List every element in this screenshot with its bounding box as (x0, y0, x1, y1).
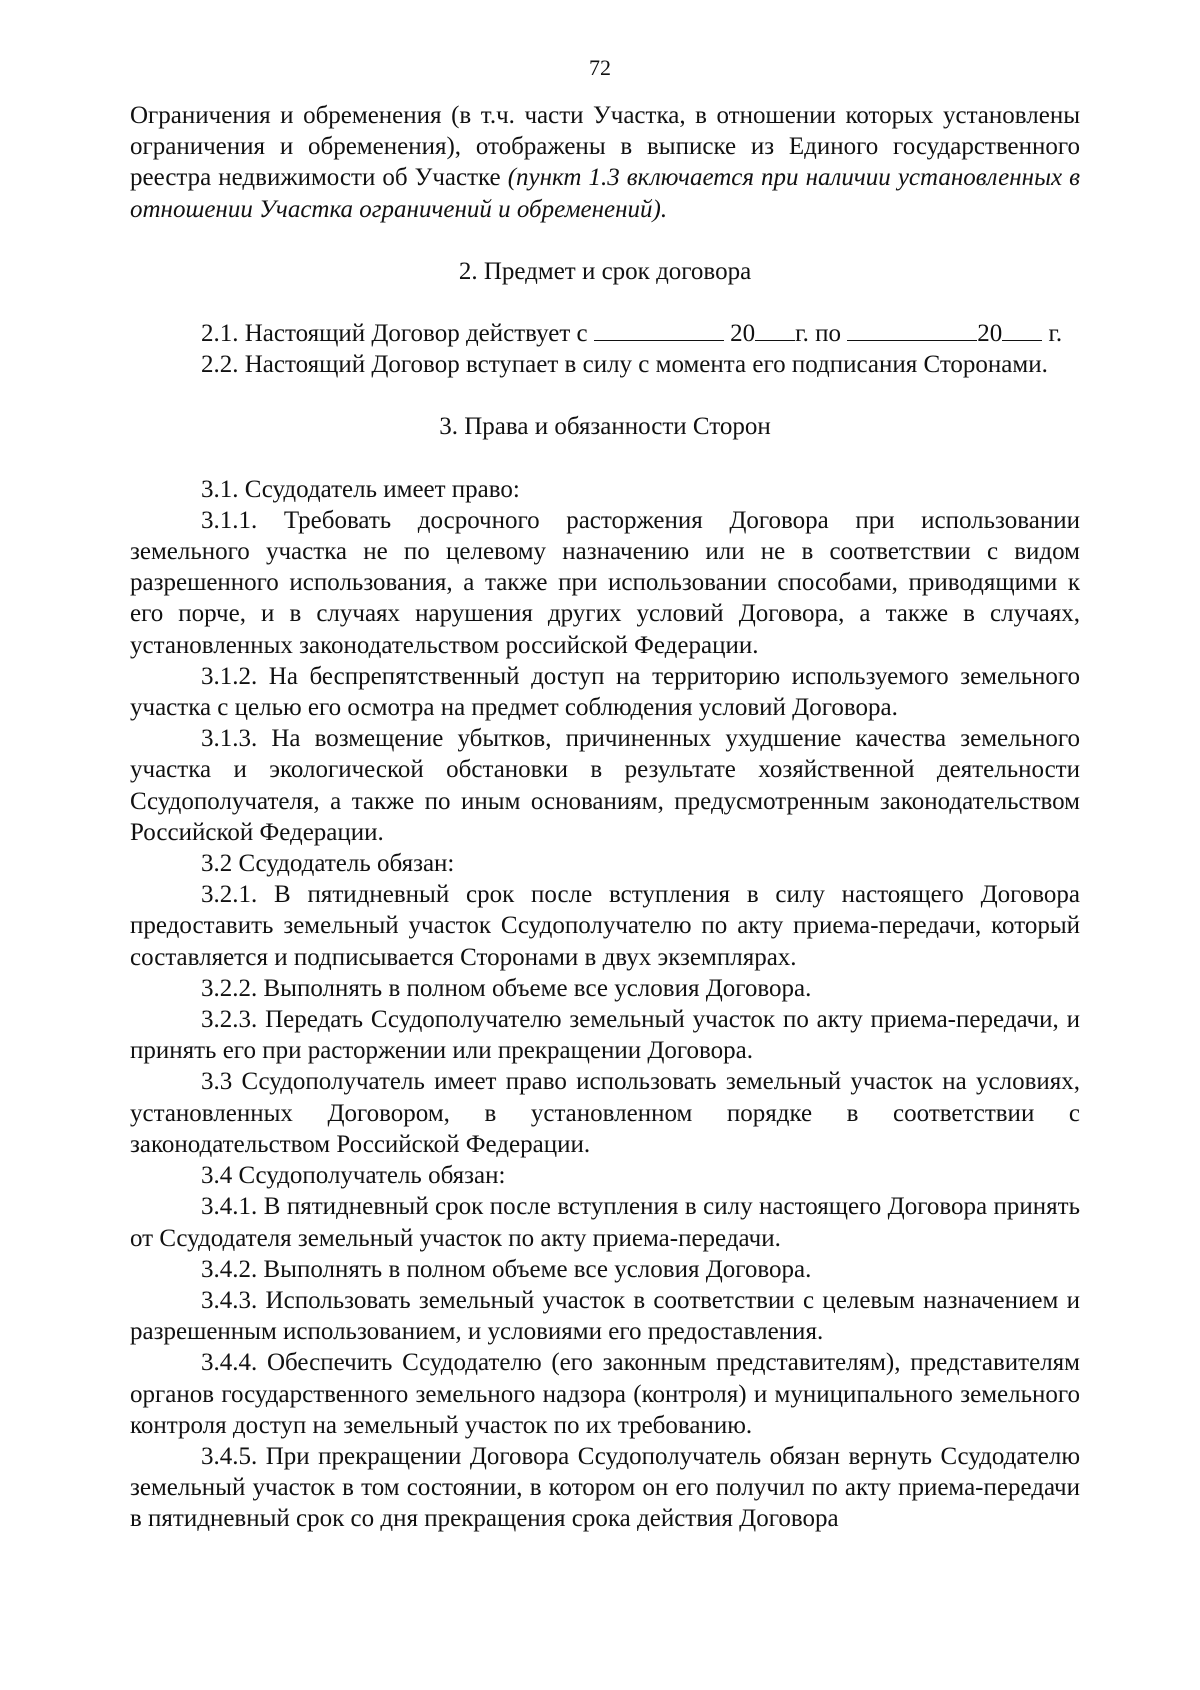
clause-3-2: 3.2 Ссудодатель обязан: (201, 850, 455, 878)
clause-2-2: 2.2. Настоящий Договор вступает в силу с момента его подписания Сторонами. (201, 351, 1048, 379)
clause-3-4-4: 3.4.4. Обеспечить Ссудодателю (его законным представителям), представителям органов государственного земельного надзора (контроля) и муниципального земельного контроля доступ на земельный участок по их требованию. (130, 1349, 1080, 1439)
start-year-blank (755, 318, 795, 341)
clause-3-1-3: 3.1.3. На возмещение убытков, причиненных ухудшение качества земельного участка и экологической обстановки в результате хозяйственной деятельности Ссудополучателя, а также по иным основаниям, предусмотренным законодательством Российской Федерации. (130, 725, 1080, 846)
end-year-blank (1002, 318, 1042, 341)
start-date-blank (594, 318, 724, 341)
document-body (130, 100, 1080, 1535)
clause-3-3: 3.3 Ссудополучатель имеет право использовать земельный участок на условиях, установленных Договором, в установленном порядке в соответствии с законодательством Российской Федерации. (130, 1068, 1080, 1158)
intro-text: Ограничения и обременения (в т.ч. части Участка, в отношении которых установлены ограничения и обременения), отображены в выписке из Единого государственного реестра недвижимости об Участке (130, 102, 1080, 192)
end-year-prefix: 20 (977, 320, 1003, 348)
page-number: 72 (589, 55, 611, 80)
clause-3-4-3: 3.4.3. Использовать земельный участок в соответствии с целевым назначением и разрешенным использованием, и условиями его предоставления. (130, 1286, 1080, 1346)
section-2-heading: 2. Предмет и срок договора (458, 257, 752, 285)
clause-3-4-2: 3.4.2. Выполнять в полном объеме все условия Договора. (201, 1255, 812, 1283)
clause-3-1-2: 3.1.2. На беспрепятственный доступ на территорию используемого земельного участка с целью его осмотра на предмет соблюдения условий Договора. (130, 662, 1080, 722)
intro-paragraph (130, 100, 1080, 225)
clause-3-1-1: 3.1.1. Требовать досрочного расторжения Договора при использовании земельного участка не по целевому назначению или не в соответствии с видом разрешенного использования, а также при использовании способами, приводящими к его порче, и в случаях нарушения других условий Договора, а также в случаях, установленных законодательством российской Федерации. (130, 506, 1080, 659)
clause-3-4-5: 3.4.5. При прекращении Договора Ссудополучатель обязан вернуть Ссудодателю земельный участок в том состоянии, в котором он его получил по акту приема-передачи в пятидневный срок со дня прекращения срока действия Договора (130, 1442, 1080, 1533)
clause-2-1 (130, 318, 1080, 349)
intro-italic-note: (пункт 1.3 включается при наличии установленных в отношении Участка ограничений и обременений). (130, 164, 1080, 223)
section-3-heading: 3. Права и обязанности Сторон (439, 413, 771, 441)
end-date-blank (847, 318, 977, 341)
clause-2-1-suffix: г. (1048, 320, 1063, 348)
clause-3-2-2: 3.2.2. Выполнять в полном объеме все условия Договора. (201, 974, 812, 1002)
start-year-prefix: 20 (730, 320, 756, 348)
clause-2-1-prefix: 2.1. Настоящий Договор действует с (201, 320, 588, 348)
clause-3-2-1: 3.2.1. В пятидневный срок после вступления в силу настоящего Договора предоставить земельный участок Ссудополучателю по акту приема-передачи, который составляется и подписывается Сторонами в двух экземплярах. (130, 881, 1080, 971)
clause-3-4: 3.4 Ссудополучатель обязан: (201, 1162, 506, 1190)
clause-3-4-1: 3.4.1. В пятидневный срок после вступления в силу настоящего Договора принять от Ссудодателя земельный участок по акту приема-передачи. (130, 1193, 1080, 1252)
clause-3-2-3: 3.2.3. Передать Ссудополучателю земельный участок по акту приема-передачи, и принять его при расторжении или прекращении Договора. (130, 1006, 1080, 1065)
clause-2-1-mid: г. по (795, 320, 841, 348)
clause-3-1: 3.1. Ссудодатель имеет право: (201, 475, 520, 503)
